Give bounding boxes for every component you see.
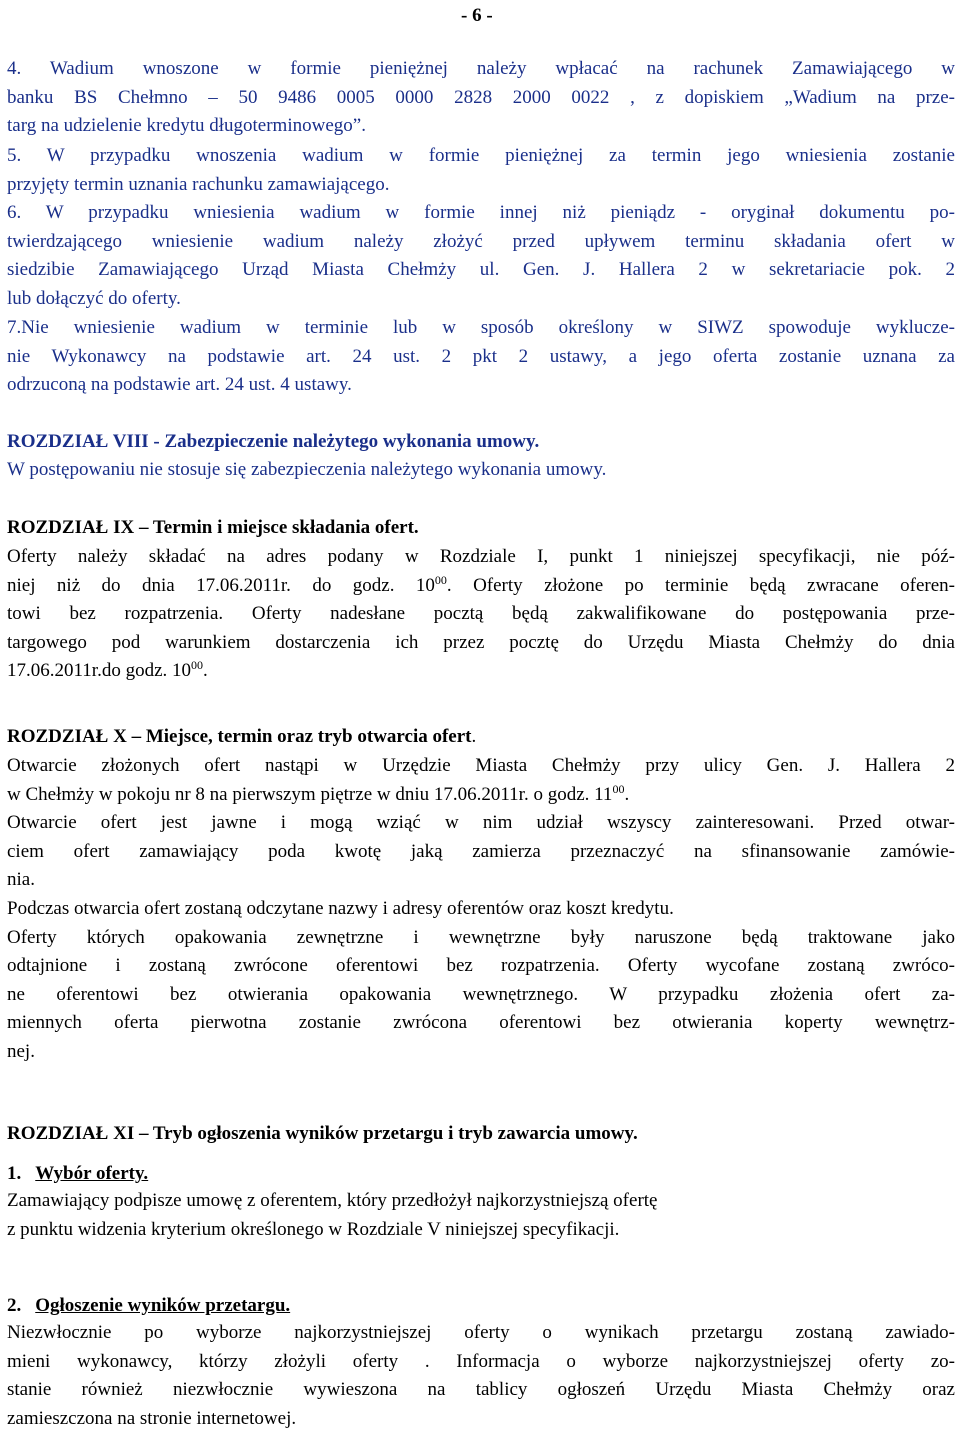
page-number: - 6 - — [461, 5, 493, 26]
chapter-10-line: nej. — [7, 1040, 35, 1062]
chapter-9-text — [7, 543, 955, 686]
chapter-9-line: targowego pod warunkiem dostarczenia ich przez pocztę do Urzędu Miasta Chełmży do dnia — [7, 631, 955, 653]
chapter-10-line: miennych oferta pierwotna zostanie zwrócona oferentowi bez otwierania koperty wewnętrz- — [7, 1012, 955, 1034]
chapter-10-heading: ROZDZIAŁ X – Miejsce, termin oraz tryb otwarcia ofert. — [7, 726, 477, 747]
point-7 — [7, 314, 955, 400]
point-5 — [7, 142, 955, 199]
chapter-10-line: nia. — [7, 869, 35, 891]
point-6-line: twierdzającego wniesienie wadium należy złożyć przed upływem terminu składania ofert w — [7, 230, 955, 252]
chapter-8-heading: ROZDZIAŁ VIII - Zabezpieczenie należytego wykonania umowy. — [7, 431, 540, 452]
chapter-10-line: Oferty których opakowania zewnętrzne i wewnętrzne były naruszone będą traktowane jako — [7, 926, 955, 948]
chapter-10-line: w Chełmży w pokoju nr 8 na pierwszym piętrze w dniu 17.06.2011r. o godz. $11^{00}$. — [7, 781, 630, 805]
point-7-line: 7.Nie wniesienie wadium w terminie lub w sposób określony w SIWZ spowoduje wyklucze- — [7, 317, 955, 338]
point-4-line: 4. Wadium wnoszone w formie pieniężnej należy wpłacać na rachunek Zamawiającego w — [7, 58, 955, 79]
item-1-text — [7, 1187, 955, 1244]
point-7-line: odrzuconą na podstawie art. 24 ust. 4 ustawy. — [7, 374, 352, 396]
chapter-9-heading: ROZDZIAŁ IX – Termin i miejsce składania ofert. — [7, 517, 419, 538]
point-4-line: targ na udzielenie kredytu długoterminowego”. — [7, 115, 366, 137]
point-4 — [7, 55, 955, 141]
item-2-line: Niezwłocznie po wyborze najkorzystniejszej oferty o wynikach przetargu zostaną zawiado- — [7, 1322, 955, 1343]
chapter-9-line: niej niż do dnia 17.06.2011r. do godz. $10^{00}$. Oferty złożone po terminie będą zwracane oferen- — [7, 572, 956, 596]
point-6-line: siedzibie Zamawiającego Urząd Miasta Chełmży ul. Gen. J. Hallera 2 w sekretariacie pok. 2 — [7, 259, 955, 281]
point-6-line: 6. W przypadku wniesienia wadium w formie innej niż pieniądz - oryginał dokumentu po- — [7, 202, 955, 223]
chapter-10-line: odtajnione i zostaną zwrócone oferentowi bez rozpatrzenia. Oferty wycofane zostaną zwróco- — [7, 955, 955, 977]
chapter-10-line: Podczas otwarcia ofert zostaną odczytane nazwy i adresy oferentów oraz koszt kredytu. — [7, 897, 674, 919]
item-2-line: mieni wykonawcy, którzy złożyli oferty . Informacja o wyborze najkorzystniejszej oferty zo- — [7, 1350, 955, 1372]
point-6 — [7, 199, 955, 313]
item-2-line: zamieszczona na stronie internetowej. — [7, 1407, 297, 1429]
chapter-10-text — [7, 752, 955, 1067]
item-1-line: z punktu widzenia kryterium określonego w Rozdziale V niniejszej specyfikacji. — [7, 1218, 620, 1240]
point-7-line: nie Wykonawcy na podstawie art. 24 ust. 2 pkt 2 ustawy, a jego oferta zostanie uznana za — [7, 345, 955, 367]
item-2-line: stanie również niezwłocznie wywieszona na tablicy ogłoszeń Urzędu Miasta Chełmży oraz — [7, 1379, 955, 1401]
chapter-10-line: Otwarcie złożonych ofert nastąpi w Urzędzie Miasta Chełmży przy ulicy Gen. J. Hallera 2 — [7, 755, 955, 776]
point-4-line: banku BS Chełmno – 50 9486 0005 0000 2828 2000 0022 , z dopiskiem „Wadium na prze- — [7, 86, 955, 108]
chapter-9-line: 17.06.2011r.do godz. $10^{00}$. — [7, 658, 208, 682]
chapter-10-line: ne oferentowi bez otwierania opakowania wewnętrznego. W przypadku złożenia ofert za- — [7, 983, 955, 1005]
chapter-11-heading: ROZDZIAŁ XI – Tryb ogłoszenia wyników przetargu i tryb zawarcia umowy. — [7, 1123, 638, 1144]
chapter-10-line: Otwarcie ofert jest jawne i mogą wziąć w nim udział wszyscy zainteresowani. Przed otwar- — [7, 812, 955, 834]
document-page — [7, 0, 955, 1432]
chapter-9-line: Oferty należy składać na adres podany w Rozdziale I, punkt 1 niniejszej specyfikacji, nie póź- — [7, 546, 955, 567]
point-5-line: 5. W przypadku wnoszenia wadium w formie pieniężnej za termin jego wniesienia zostanie — [7, 145, 955, 166]
item-2-text — [7, 1319, 955, 1433]
chapter-9-line: towi bez rozpatrzenia. Oferty nadesłane pocztą będą zakwalifikowane do postępowania prze- — [7, 603, 955, 625]
item-1-line: Zamawiający podpisze umowę z oferentem, który przedłożył najkorzystniejszą ofertę — [7, 1190, 658, 1211]
item-2-heading: 2. Ogłoszenie wyników przetargu. — [7, 1295, 291, 1316]
chapter-10-line: ciem ofert zamawiający poda kwotę jaką zamierza przeznaczyć na sfinansowanie zamówie- — [7, 840, 955, 862]
item-1-heading: 1. Wybór oferty. — [7, 1163, 149, 1184]
chapter-8-text: W postępowaniu nie stosuje się zabezpieczenia należytego wykonania umowy. — [7, 459, 607, 480]
point-5-line: przyjęty termin uznania rachunku zamawiającego. — [7, 173, 390, 195]
point-6-line: lub dołączyć do oferty. — [7, 287, 181, 309]
